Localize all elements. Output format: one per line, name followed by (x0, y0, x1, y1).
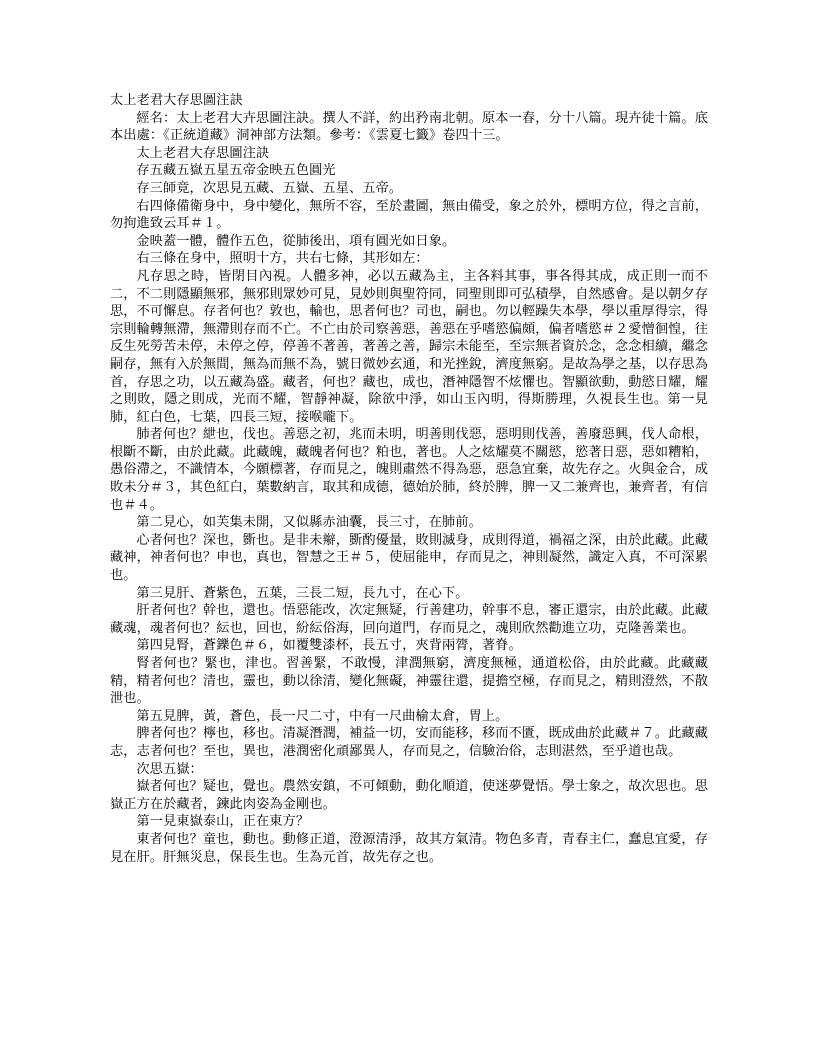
inner-title-paragraph: 太上老君大存思圖注訣 (136, 145, 270, 161)
body-paragraph: 存三師竟，次思見五藏、五嶽、五星、五帝。 (136, 180, 403, 196)
body-paragraph: 肺者何也？紲也，伐也。善惡之初，兆而未明，明善則伐惡，惡明則伐善，善廢惡興，伐人命根，根斷不斷，由於此藏。此藏魄，藏魄者何也？粕也，著也。人之炫耀莫不關慾，慾著日惡，惡如糟粕，愚俗滯之，不識情本，今願標著，存而見之，魄則肅然不得為惡，惡急宜棄，故先存之。火與金合，成敗未分＃３，其色紅白，葉數納言，取其和成德，德始於肺，終於脾，脾一又二兼齊也，兼齊者，有信也＃４。 (110, 427, 708, 513)
body-paragraph: 第一見東嶽泰山，正在東方？ (136, 814, 310, 830)
body-paragraph: 凡存思之時，皆閉目內視。人體多神，必以五藏為主，主各料其事，事各得其成，成正則一而不二，不二則隱顯無邪，無邪則眾妙可見，見妙則與聖符同，同聖則即可弘積學，自然感會。是以朝夕存思，不可懈息。存者何也？敦也，輸也，思者何也？司也，嗣也。勿以輕躁失本學，學以重厚得宗，得宗則輪轉無滯，無滯則存而不亡。不亡由於司察善惡，善惡在乎嗜慾偏頗，偏者嗜慾＃２愛憎徊惶，往反生死勞苦未停，未停之停，停善不著善，著善之善，歸宗未能至，至宗無者資於念，念念相續，繼念嗣存，無有入於無間，無為而無不為，號日微妙玄通，和光挫銳，濟度無窮。是故為學之基，以存思為首，存思之功，以五藏為盛。藏者，何也？藏也，成也，潛神隱智不炫懼也。智顯欲動，動慾日耀，耀之則敗，隱之則成，光而不耀，智靜神凝，除欲中淨，如山玉內明，得斯勝理，久視長生也。第一見肺，紅白色，七葉，四長三短，接喉嚨下。 (110, 268, 708, 425)
body-paragraph: 肝者何也？幹也，還也。悟惡能改，次定無疑，行善建功，幹事不息，審正還宗，由於此藏。此藏藏魂，魂者何也？紜也，回也，紛紜俗海，回向道門，存而見之，魂則欣然勸進立功，克隆善業也。 (110, 603, 708, 636)
body-paragraph: 第五見脾，黃，蒼色，長一尺二寸，中有一尺曲榆太倉，胃上。 (136, 708, 509, 724)
document-body (110, 92, 708, 866)
body-paragraph: 嶽者何也？疑也，覺也。農然安鎮，不可傾動，動化順道，使迷夢覺悟。學士象之，故次思也。思嶽正方在於藏者，鍊此肉姿為金剛也。 (110, 779, 708, 812)
body-paragraph: 右四條備衛身中，身中變化，無所不容，至於畫圖，無由備受，象之於外，標明方位，得之言前，勿拘進致云耳＃１。 (110, 198, 708, 232)
body-paragraph: 次思五嶽： (136, 761, 203, 777)
body-paragraph: 第二見心，如芙集未開，又似縣赤油囊，長三寸，在肺前。 (136, 515, 482, 531)
body-paragraph: 東者何也？童也，動也。動修正道，澄源清淨，故其方氣清。物色多青，青春主仁，蠢息宜愛，存見在肝。肝無災息，保長生也。生為元首，故先存之也。 (110, 831, 708, 865)
body-paragraph: 第四見腎，蒼鑠色＃６，如覆雙漆杯，長五寸，夾背兩膂，著脊。 (136, 638, 522, 654)
body-paragraph: 金映蓋一體，體作五色，從肺後出，項有圓光如日象。 (136, 233, 456, 249)
section-heading-five-viscera: 存五藏五嶽五星五帝金映五色圓光 (136, 163, 336, 179)
body-paragraph: 心者何也？深也，斵也。是非未辮，斵酌優量，敗則滅身，成則得道，禍福之深，由於此藏。此藏藏神，神者何也？申也，真也，智慧之王＃５，使屈能申，存而見之，神則凝然，識定入真，不可深累也。 (110, 532, 708, 584)
body-paragraph: 右三條在身中，照明十方，共右七條，其形如左： (136, 251, 429, 267)
body-paragraph: 脾者何也？檸也，移也。清凝潛潤，補益一切，安而能移，移而不匱，既成曲於此藏＃７。此藏藏志，志者何也？至也，異也，港潤密化頑鄙異人，存而見之，信驗治俗，志則湛然，至乎道也哉。 (110, 726, 708, 759)
colophon-paragraph: 經名：太上老君大卉思圖注訣。撰人不詳，約出矜南北朝。原本一春，分十八篇。現卉徒十篇。底本出處：《正統道藏》洞神部方法類。參考：《雲夏七籤》卷四十三。 (110, 110, 708, 144)
body-paragraph: 第三見肝、蒼紫色，五葉，三長二短，長九寸，在心下。 (136, 585, 469, 601)
body-paragraph: 腎者何也？緊也，津也。習善緊，不敢慢，津潤無窮，濟度無極，通道松俗，由於此藏。此藏藏精，精者何也？清也，靈也，動以徐清，變化無礙，神靈往還，提擔空極，存而見之，精則澄然，不散泄也。 (110, 656, 708, 707)
document-title: 太上老君大存思圖注訣 (110, 93, 243, 108)
